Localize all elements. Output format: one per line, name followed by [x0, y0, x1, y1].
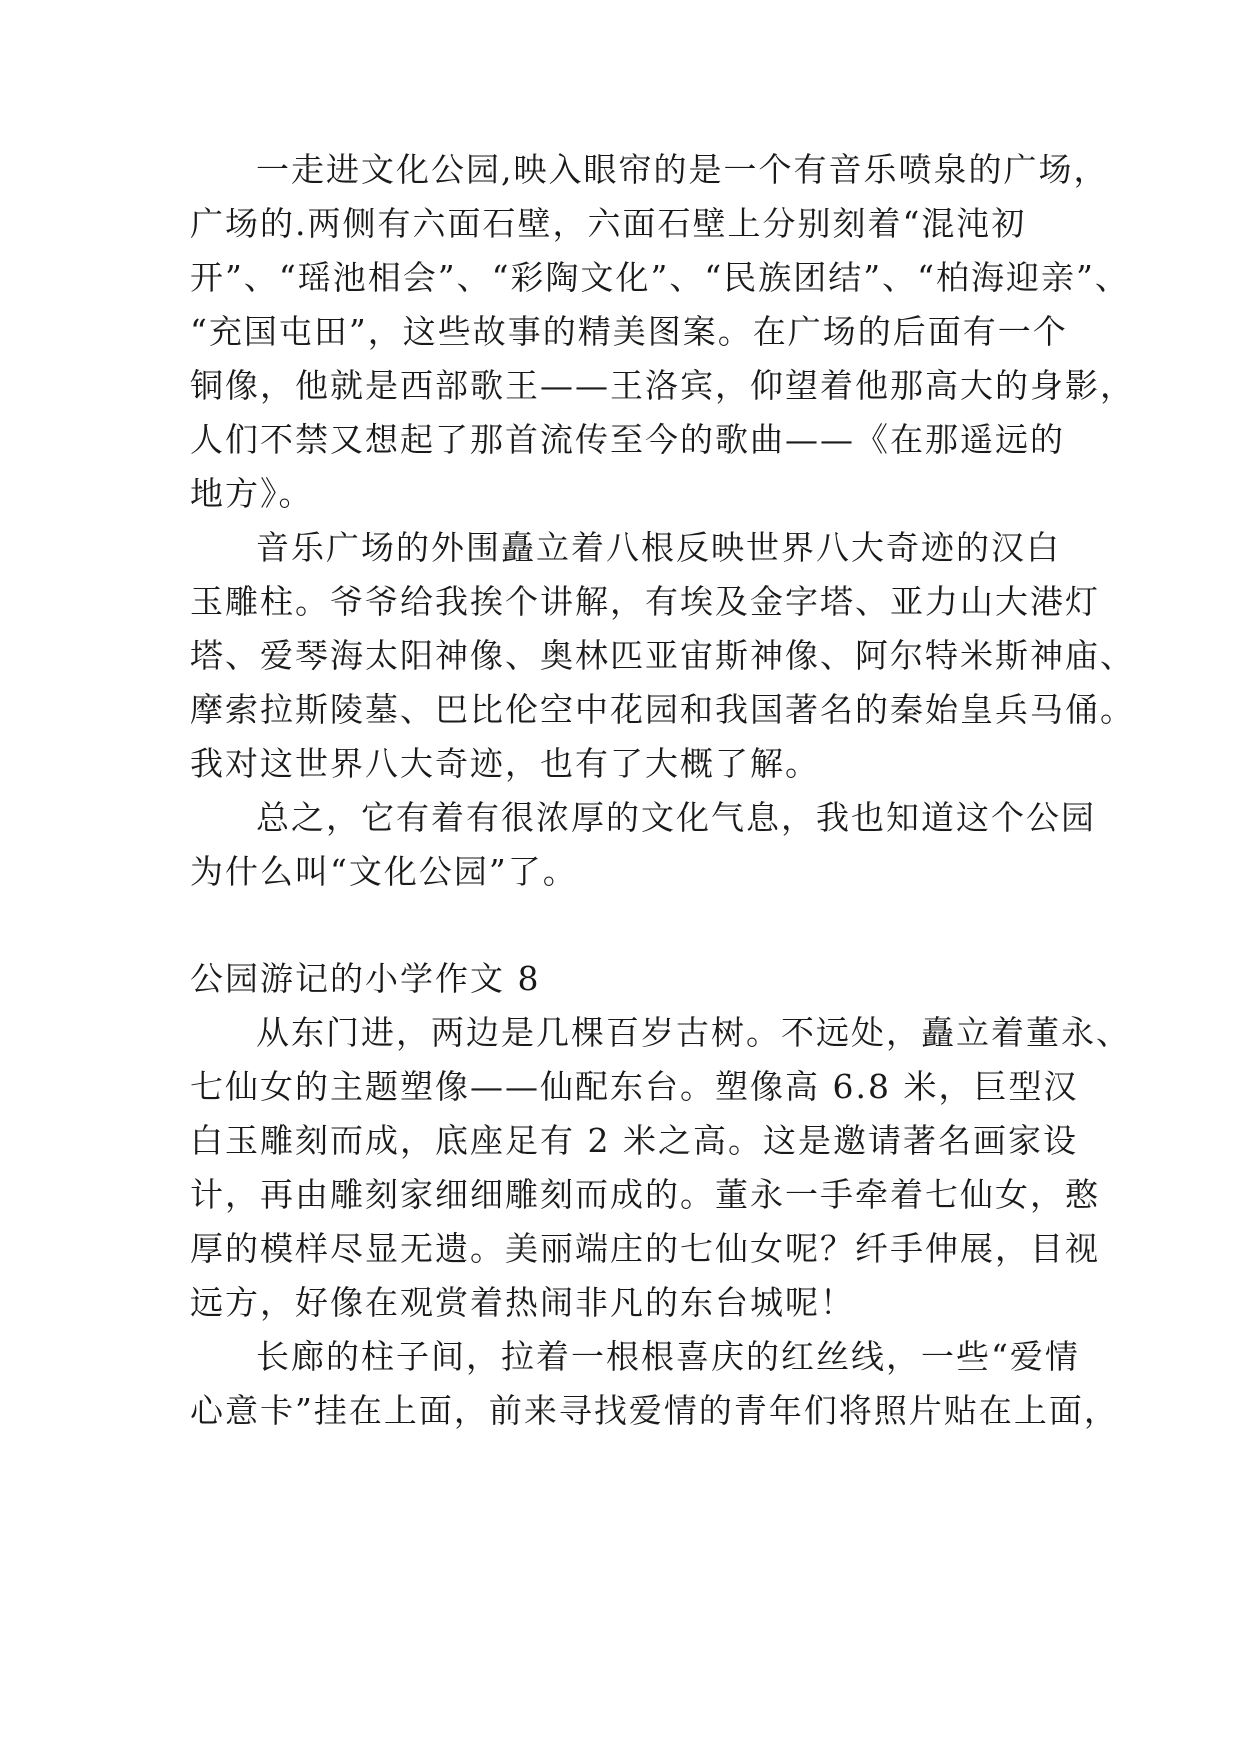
paragraph-5-line-2: 心意卡”挂在上面，前来寻找爱情的青年们将照片贴在上面，: [190, 1391, 1119, 1430]
paragraph-4-line-6: 远方，好像在观赏着热闹非凡的东台城呢！: [190, 1283, 855, 1322]
paragraph-3-line-1: 总之，它有着有很浓厚的文化气息，我也知道这个公园: [256, 798, 1096, 837]
paragraph-2-line-4: 摩索拉斯陵墓、巴比伦空中花园和我国著名的秦始皇兵马俑。: [190, 690, 1135, 729]
paragraph-1-line-4: “充国屯田”，这些故事的精美图案。在广场的后面有一个: [190, 312, 1068, 351]
paragraph-4-line-1: 从东门进，两边是几棵百岁古树。不远处，矗立着董永、: [256, 1013, 1131, 1052]
paragraph-2-line-5: 我对这世界八大奇迹，也有了大概了解。: [190, 744, 820, 783]
paragraph-2-line-2: 玉雕柱。爷爷给我挨个讲解，有埃及金字塔、亚力山大港灯: [190, 582, 1100, 621]
paragraph-4-line-4: 计，再由雕刻家细细雕刻而成的。董永一手牵着七仙女，憨: [190, 1175, 1100, 1214]
paragraph-1-line-5: 铜像，他就是西部歌王——王洛宾，仰望着他那高大的身影，: [190, 366, 1135, 405]
paragraph-1-line-2: 广场的.两侧有六面石壁，六面石壁上分别刻着“混沌初: [190, 204, 1027, 243]
paragraph-1-line-6: 人们不禁又想起了那首流传至今的歌曲——《在那遥远的: [190, 420, 1065, 459]
paragraph-1-line-1: 一走进文化公园,映入眼帘的是一个有音乐喷泉的广场，: [256, 150, 1109, 189]
paragraph-4-line-3: 白玉雕刻而成，底座足有 2 米之高。这是邀请著名画家设: [190, 1121, 1078, 1160]
paragraph-2-line-1: 音乐广场的外围矗立着八根反映世界八大奇迹的汉白: [256, 528, 1061, 567]
section-title: 公园游记的小学作文 8: [190, 959, 541, 998]
paragraph-4-line-5: 厚的模样尽显无遗。美丽端庄的七仙女呢？纤手伸展，目视: [190, 1229, 1100, 1268]
paragraph-5-line-1: 长廊的柱子间，拉着一根根喜庆的红丝线，一些“爱情: [256, 1337, 1080, 1376]
paragraph-4-line-2: 七仙女的主题塑像——仙配东台。塑像高 6.8 米，巨型汉: [190, 1067, 1079, 1106]
paragraph-1-line-3: 开”、“瑶池相会”、“彩陶文化”、“民族团结”、“柏海迎亲”、: [190, 258, 1130, 297]
paragraph-3-line-2: 为什么叫“文化公园”了。: [190, 852, 578, 891]
paragraph-1-line-7: 地方》。: [190, 474, 314, 513]
paragraph-2-line-3: 塔、爱琴海太阳神像、奥林匹亚宙斯神像、阿尔特米斯神庙、: [190, 636, 1135, 675]
